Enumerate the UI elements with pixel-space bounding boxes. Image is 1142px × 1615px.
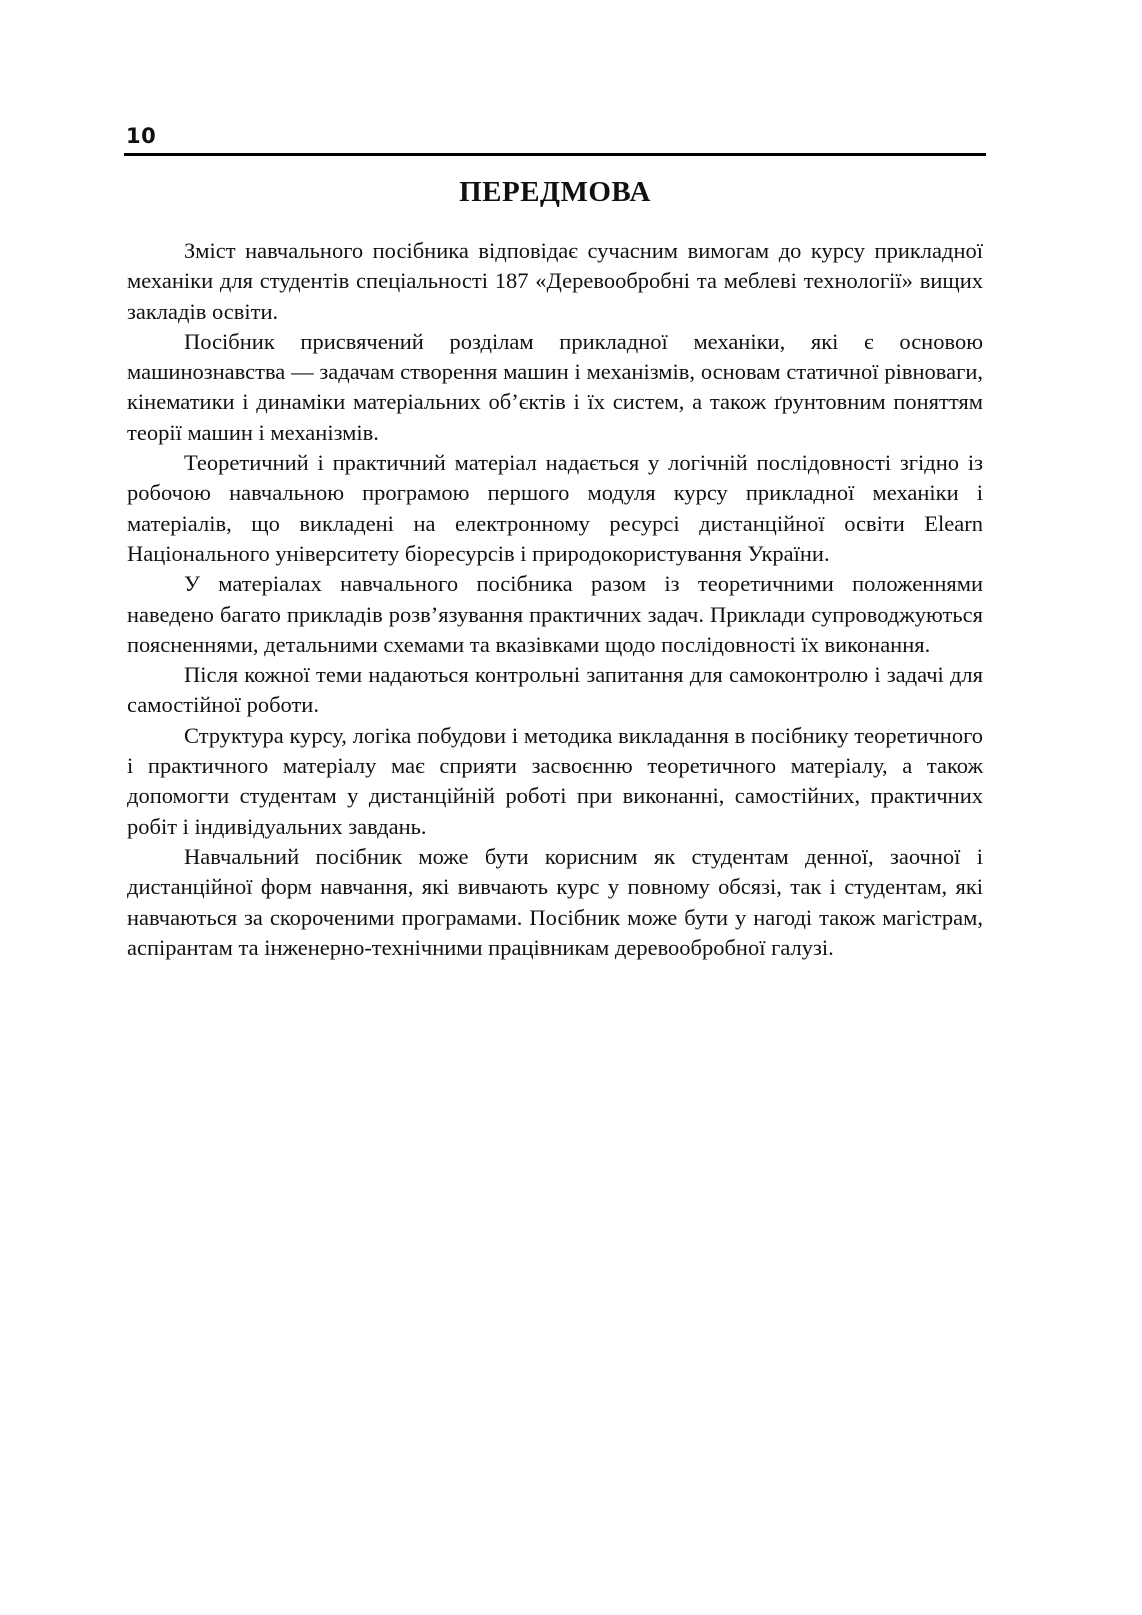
header-rule <box>124 153 986 156</box>
paragraph-target-audience: Навчальний посібник може бути корисним як студентам денної, заочної і дистанційної форм навчання, які вивчають курс у повному обсязі, так і студентам, які навчаються за скороченими програмами. Посібник може бути у нагоді також магістрам, аспірантам та інженерно-технічними працівникам деревообробної галузі. <box>127 843 983 960</box>
paragraph-examples: У матеріалах навчального посібника разом із теоретичними положеннями наведено багато прикладів розв’язування практичних задач. Приклади супроводжуються поясненнями, детальними схемами та вказівками щодо послідовності їх виконання. <box>127 571 983 657</box>
paragraph-scope: Посібник присвячений розділам прикладної механіки, які є основою машинознавства — задачам створення машин і механізмів, основам статичної рівноваги, кінематики і динаміки матеріальних об’єктів і їх систем, а також ґрунтовним поняттям теорії машин і механізмів. <box>127 328 983 445</box>
page-number: 10 <box>126 124 157 148</box>
body-text <box>127 236 983 963</box>
paragraph-course-structure: Структура курсу, логіка побудови і методика викладання в посібнику теоретичного і практичного матеріалу має сприяти засвоєнню теоретичного матеріалу, а також допомогти студентам у дистанційній роботі при виконанні, самостійних, практичних робіт і індивідуальних завдань. <box>127 722 983 839</box>
paragraph-control-questions: Після кожної теми надаються контрольні запитання для самоконтролю і задачі для самостійної роботи. <box>127 662 983 718</box>
paragraph-content-overview: Зміст навчального посібника відповідає сучасним вимогам до курсу прикладної механіки для студентів спеціальності 187 «Деревообробні та меблеві технології» вищих закладів освіти. <box>127 238 983 324</box>
page-title: ПЕРЕДМОВА <box>459 176 651 208</box>
paragraph-material-sequence: Теоретичний і практичний матеріал надається у логічній послідовності згідно із робочою навчальною програмою першого модуля курсу прикладної механіки і матеріалів, що викладені на електронному ресурсі дистанційної освіти Elearn Національного університету біоресурсів і природокористування України. <box>127 450 983 566</box>
